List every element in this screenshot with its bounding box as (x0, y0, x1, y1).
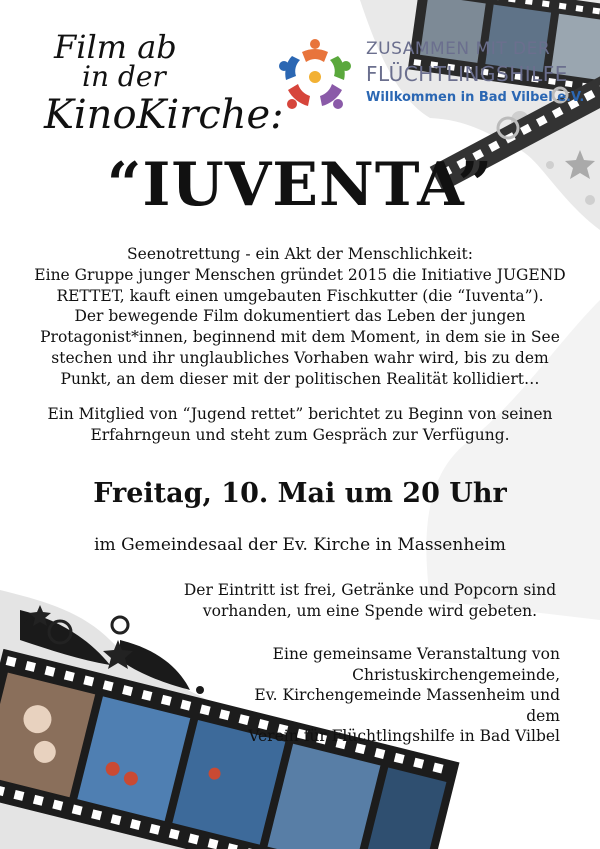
description-line: Protagonist*innen, beginnend mit dem Moment, in dem sie in See (40, 328, 560, 347)
admission-line: Der Eintritt ist frei, Getränke und Popcorn sind (183, 581, 557, 599)
event-venue: im Gemeindesaal der Ev. Kirche in Massenheim (94, 535, 506, 555)
description-line: Seenotrettung - ein Akt der Menschlichkeit: (127, 245, 473, 263)
kino-line-2: in der (82, 60, 166, 93)
organizer-line: Eine gemeinsame Veranstaltung von (272, 645, 560, 663)
kino-line-1: Film ab (54, 28, 177, 66)
admission-info (180, 580, 560, 622)
logo-line-1: ZUSAMMEN MIT DER (366, 39, 551, 59)
people-circle-icon (272, 34, 358, 120)
description-line: Punkt, an dem dieser mit der politischen Realität kollidiert… (60, 369, 540, 388)
film-description (30, 244, 570, 390)
fluechtlingshilfe-logo (272, 34, 585, 124)
logo-line-3: Willkommen in Bad Vilbel e.V. (366, 90, 585, 105)
description-line: Eine Gruppe junger Menschen gründet 2015 die Initiative JUGEND (34, 265, 566, 284)
organizer-line: Verein für Flüchtlingshilfe in Bad Vilbel (248, 727, 560, 746)
organizer-line: Ev. Kirchengemeinde Massenheim und dem (254, 686, 560, 725)
member-note-line: Erfahrngeun und steht zum Gespräch zur Verfügung. (90, 425, 510, 444)
description-line: Der bewegende Film dokumentiert das Leben der jungen (74, 307, 526, 326)
event-date: Freitag, 10. Mai um 20 Uhr (93, 478, 507, 509)
organizer-line: Christuskirchengemeinde, (352, 665, 560, 684)
film-title: “IUVENTA” (106, 150, 494, 220)
member-note (30, 404, 570, 446)
organizers (230, 644, 560, 747)
member-note-line: Ein Mitglied von “Jugend rettet” berichtet zu Beginn von seinen (47, 405, 553, 423)
logo-line-2: FLÜCHTLINGSHILFE (366, 62, 568, 86)
description-line: RETTET, kauft einen umgebauten Fischkutter (die “Iuventa”). (56, 286, 544, 305)
description-line: stechen und ihr unglaubliches Vorhaben wahr wird, bis zu dem (51, 348, 549, 367)
kino-line-3: KinoKirche: (44, 92, 284, 138)
admission-line: vorhanden, um eine Spende wird gebeten. (202, 602, 538, 620)
